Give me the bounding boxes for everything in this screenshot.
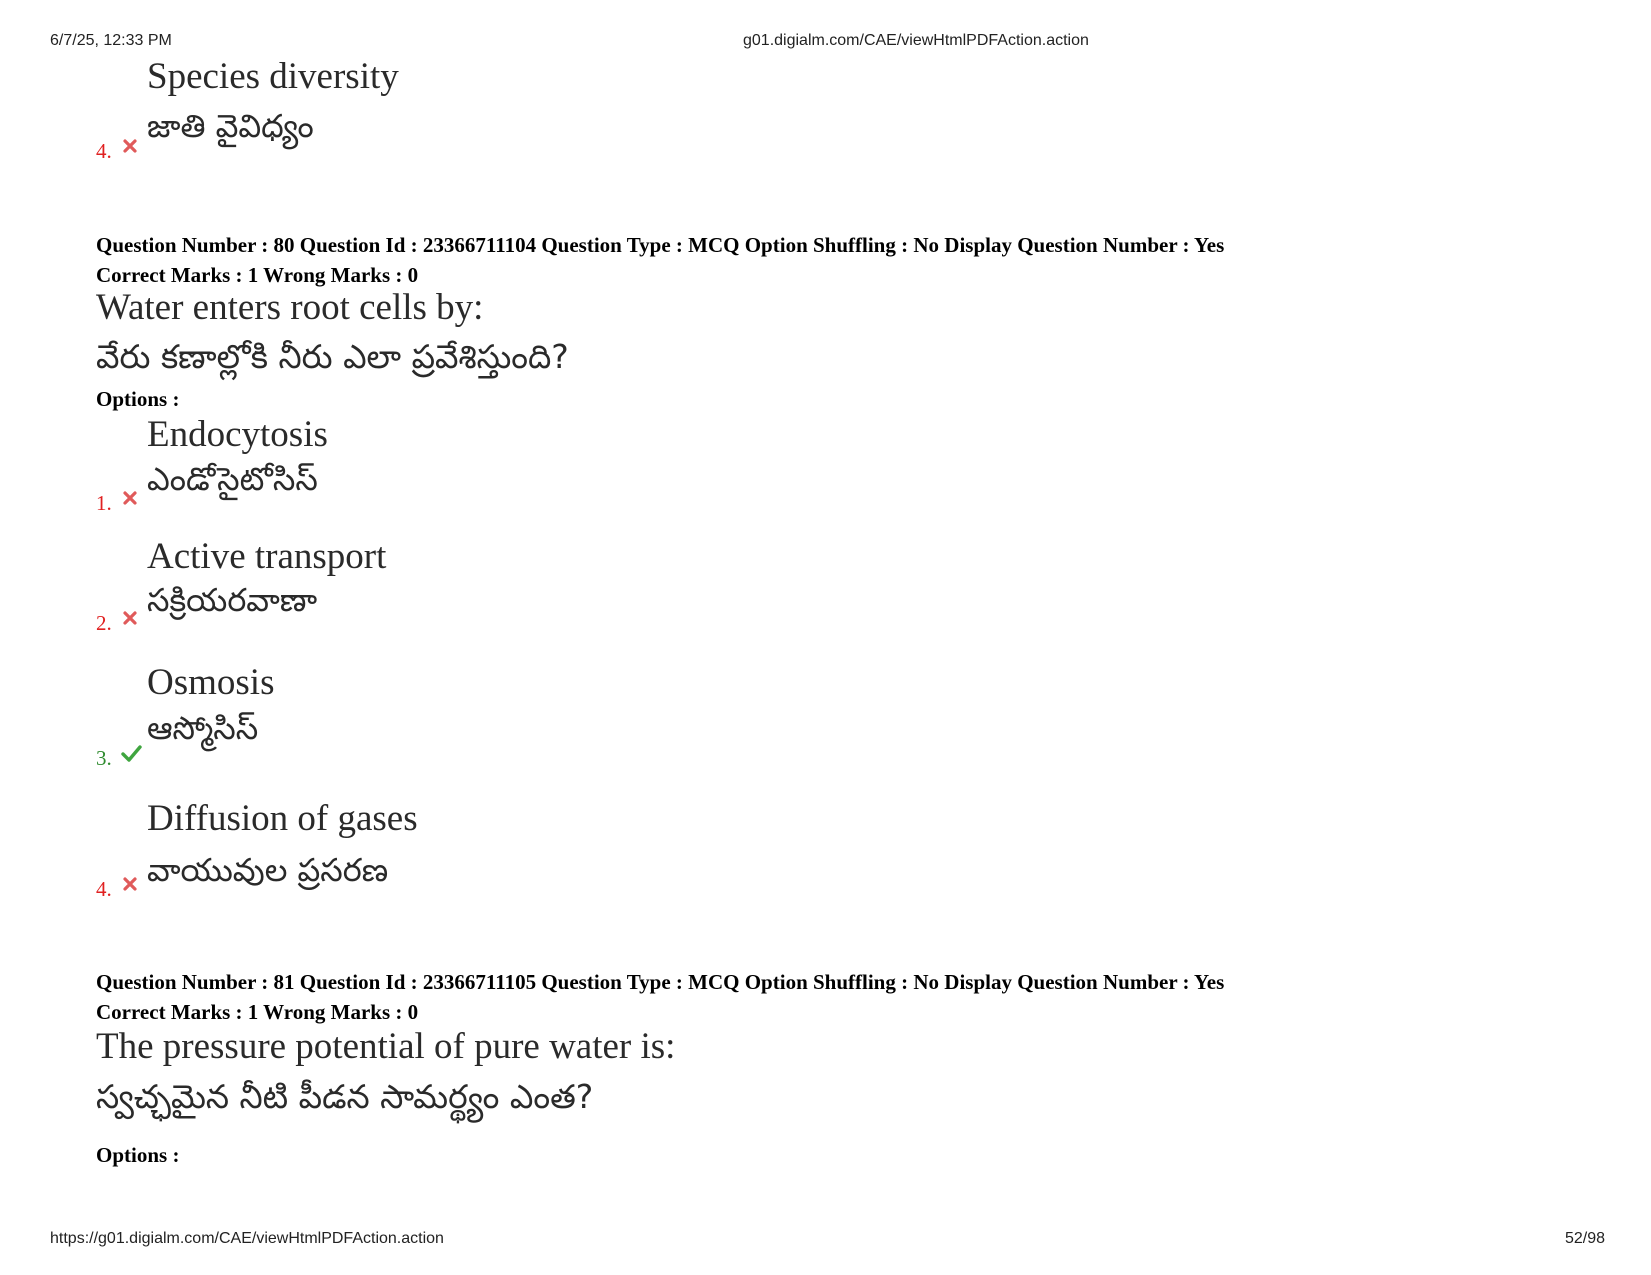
question-marks: Correct Marks : 1 Wrong Marks : 0: [96, 1000, 419, 1024]
question-text-english: The pressure potential of pure water is:: [96, 1026, 676, 1067]
option-number: 1.: [96, 491, 112, 515]
option-english-text: Osmosis: [147, 662, 275, 703]
option-english-text: Endocytosis: [147, 414, 328, 455]
page-number: 52/98: [1565, 1230, 1606, 1247]
option-telugu-text: ఆస్మోసిస్: [147, 709, 259, 747]
question-meta: Question Number : 80 Question Id : 23366711104 Question Type : MCQ Option Shuffling : No Display Question Number : Yes: [96, 233, 1225, 257]
question-text-telugu: స్వచ్ఛమైన నీటి పీడన సామర్థ్యం ఎంత?: [96, 1077, 594, 1116]
option-telugu-text: సక్రియరవాణా: [147, 581, 318, 619]
question-meta: Question Number : 81 Question Id : 23366711105 Question Type : MCQ Option Shuffling : No Display Question Number : Yes: [96, 970, 1225, 994]
option-english-text: Active transport: [147, 536, 387, 577]
option-telugu-text: వాయువుల ప్రసరణ: [147, 851, 389, 889]
option-english-text: Diffusion of gases: [147, 798, 418, 839]
options-label: Options :: [96, 387, 180, 411]
option-number: 4.: [96, 139, 112, 163]
question-text-telugu: వేరు కణాల్లోకి నీరు ఎలా ప్రవేశిస్తుంది?: [96, 337, 569, 376]
cross-icon: [120, 488, 140, 508]
option-english-text: Species diversity: [147, 56, 399, 97]
cross-icon: [120, 608, 140, 628]
option-number: 3.: [96, 746, 112, 770]
check-icon: [120, 744, 142, 764]
question-marks: Correct Marks : 1 Wrong Marks : 0: [96, 263, 419, 287]
print-datetime: 6/7/25, 12:33 PM: [50, 32, 172, 49]
option-telugu-text: జాతి వైవిధ్యం: [147, 107, 314, 145]
option-telugu-text: ఎండోసైటోసిస్: [147, 460, 318, 498]
cross-icon: [120, 136, 140, 156]
option-number: 4.: [96, 877, 112, 901]
cross-icon: [120, 874, 140, 894]
print-footer-url: https://g01.digialm.com/CAE/viewHtmlPDFAction.action: [50, 1230, 444, 1247]
print-page-title: g01.digialm.com/CAE/viewHtmlPDFAction.action: [743, 32, 1089, 49]
option-number: 2.: [96, 611, 112, 635]
question-text-english: Water enters root cells by:: [96, 287, 484, 328]
options-label: Options :: [96, 1143, 180, 1167]
